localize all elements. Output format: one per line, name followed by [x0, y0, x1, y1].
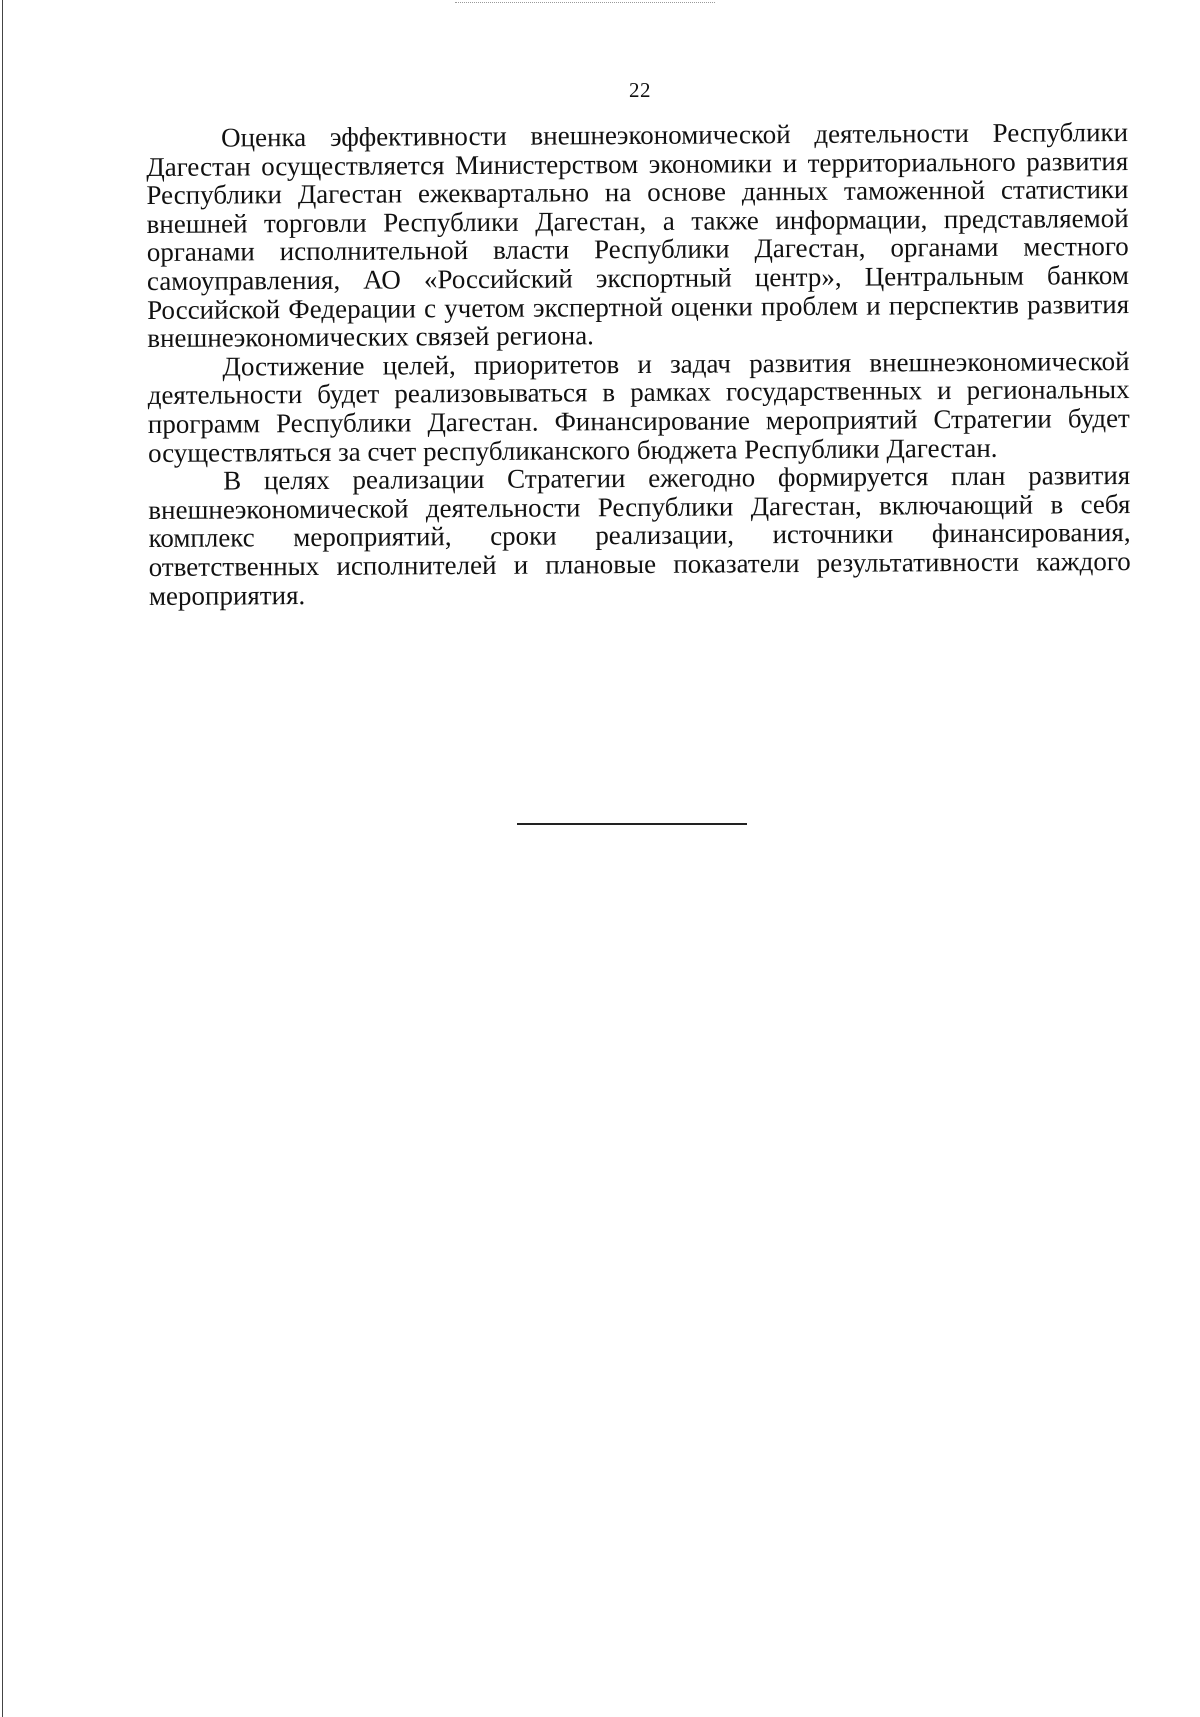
body-text	[146, 118, 1131, 610]
paragraph-annual-plan: В целях реализации Стратегии ежегодно формируется план развития внешнеэкономической деятельности Республики Дагестан, включающий в себя комплекс мероприятий, сроки реализации, источники финансирования, ответственных исполнителей и плановые показатели результативности каждого мероприятия.	[148, 460, 1131, 611]
scan-top-edge	[455, 2, 715, 5]
paragraph-financing: Достижение целей, приоритетов и задач развития внешнеэкономической деятельности будет реализовываться в рамках государственных и региональных программ Республики Дагестан. Финансирование мероприятий Стратегии будет осуществляться за счет республиканского бюджета Республики Дагестан.	[147, 345, 1130, 468]
paragraph-evaluation: Оценка эффективности внешнеэкономической деятельности Республики Дагестан осуществляется Министерством экономики и территориального развития Республики Дагестан ежеквартально на основе данных таможенной статистики внешней торговли Республики Дагестан, а также информации, представляемой органами исполнительной власти Республики Дагестан, органами местного самоуправления, АО «Российский экспортный центр», Центральным банком Российской Федерации с учетом экспертной оценки проблем и перспектив развития внешнеэкономических связей региона.	[146, 117, 1130, 354]
end-of-document-rule	[517, 823, 747, 825]
page-number: 22	[629, 78, 651, 102]
scan-left-edge	[2, 0, 3, 1717]
